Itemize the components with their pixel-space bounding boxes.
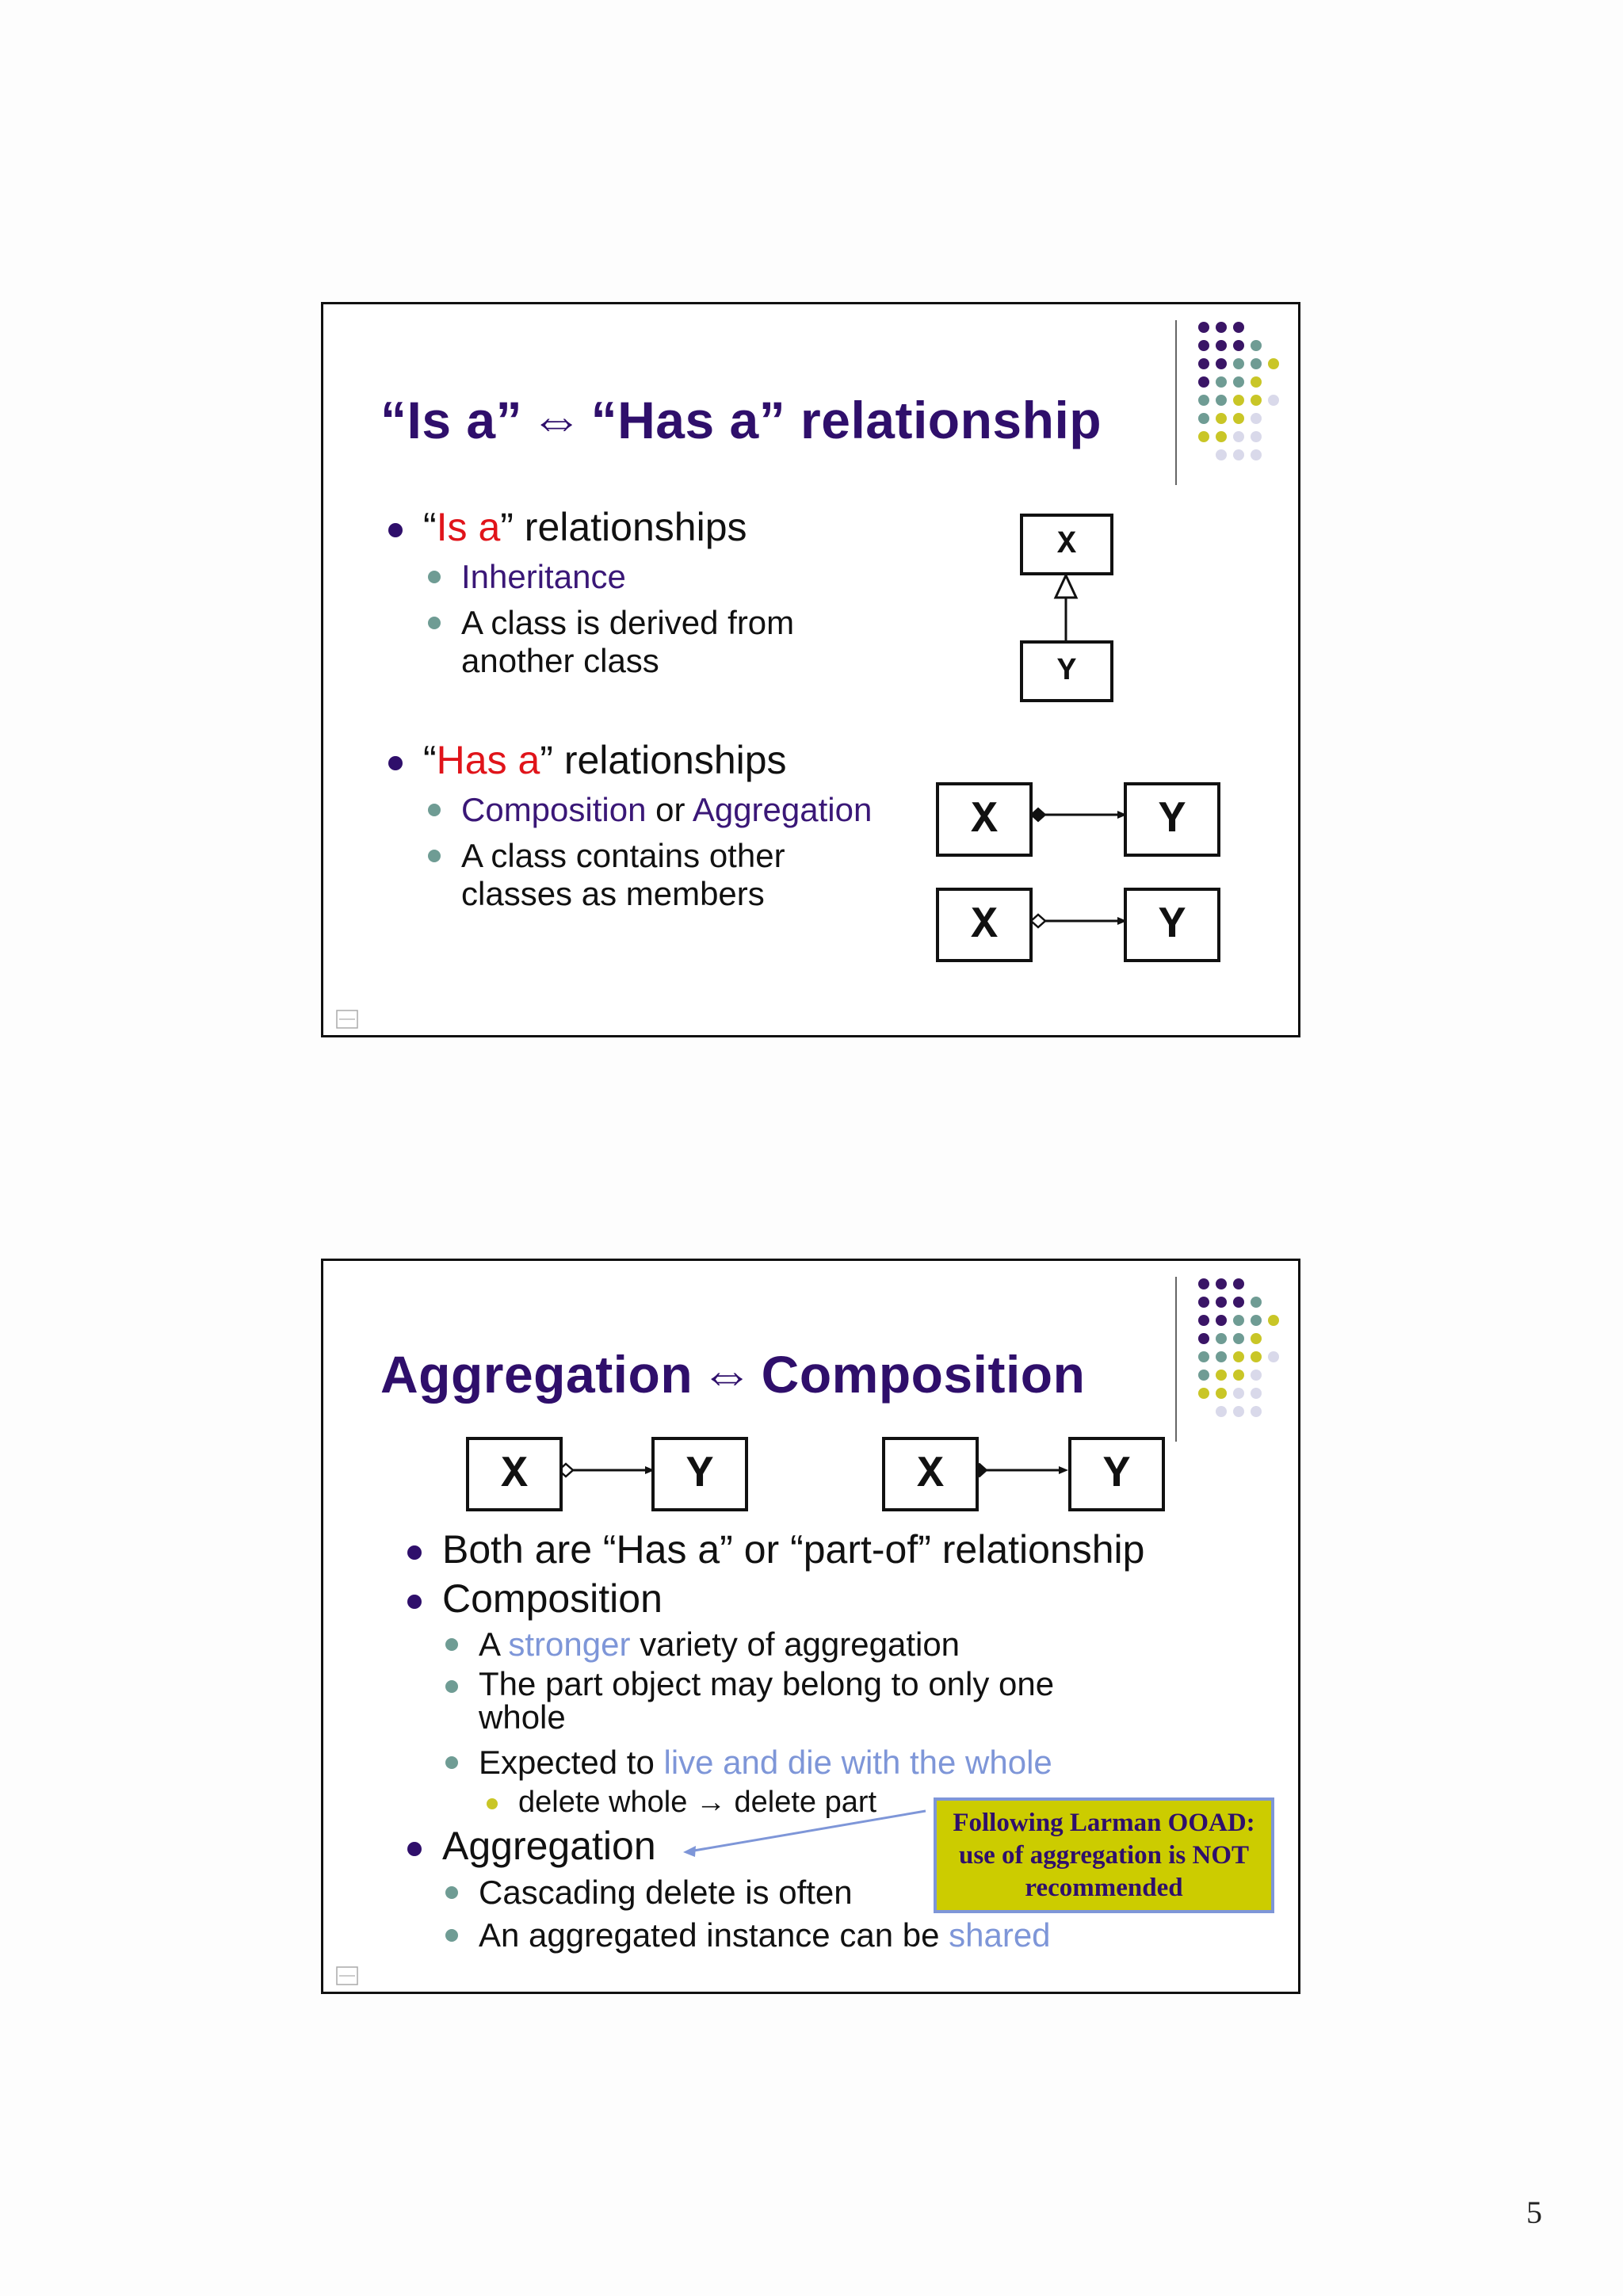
aggregation-whole-box: X: [466, 1437, 563, 1511]
title-right: Composition: [761, 1345, 1086, 1404]
title-left: Aggregation: [380, 1345, 693, 1404]
composition-whole-box: X: [936, 782, 1033, 857]
aggregation-part-box: Y: [1124, 888, 1220, 962]
composition-diamond: [1031, 808, 1045, 821]
bullet-has-a: “Has a” relationships: [423, 738, 787, 782]
title-left: “Is a”: [380, 391, 523, 449]
sub-bullet-contains: A class contains other classes as members: [461, 837, 785, 912]
note-pointer-arrowhead: [683, 1846, 696, 1857]
bullet-composition: Composition: [442, 1576, 663, 1621]
slide-aggregation-composition: [321, 1259, 1300, 1994]
slide-thumbnail-icon: [336, 1010, 358, 1029]
sub-sub-bullet-delete: delete whole → delete part: [518, 1786, 877, 1819]
inherit-child-box: Y: [1020, 640, 1113, 702]
composition-part-box: Y: [1124, 782, 1220, 857]
inheritance-arrowhead: [1056, 575, 1076, 598]
sub-bullet-one-whole: The part object may belong to only one whole: [479, 1665, 1055, 1736]
sub-bullet-shared: An aggregated instance can be shared: [479, 1916, 1051, 1954]
sub-bullet-cascading: Cascading delete is often: [479, 1874, 853, 1911]
slide-is-a-has-a: [321, 302, 1300, 1037]
sub-bullet-stronger: A stronger variety of aggregation: [479, 1626, 960, 1663]
larman-note: Following Larman OOAD: use of aggregation is NOT recommended: [934, 1797, 1274, 1913]
aggregation-diamond: [1031, 915, 1045, 927]
right-arrow-icon: →: [695, 1786, 726, 1819]
sub-bullet-inheritance: Inheritance: [461, 558, 626, 595]
sub-bullet-composition-aggregation: Composition or Aggregation: [461, 791, 873, 828]
slide-thumbnail-icon: [336, 1966, 358, 1985]
double-arrow-icon: ⇔: [530, 391, 583, 449]
inherit-parent-box: X: [1020, 514, 1113, 575]
title-right: “Has a” relationship: [590, 391, 1102, 449]
page-number: 5: [1526, 2195, 1542, 2230]
has-a-keyword: Has a: [436, 738, 540, 782]
sub-bullet-live-and-die: Expected to live and die with the whole: [479, 1744, 1052, 1781]
bullet-is-a: “Is a” relationships: [423, 505, 747, 549]
is-a-keyword: Is a: [436, 505, 501, 549]
aggregation-part-box: Y: [651, 1437, 748, 1511]
sub-bullet-derived: A class is derived from another class: [461, 604, 795, 679]
composition-arrowhead: [1059, 1466, 1068, 1474]
bullet-aggregation: Aggregation: [442, 1824, 656, 1868]
composition-part-box: Y: [1068, 1437, 1165, 1511]
aggregation-whole-box: X: [936, 888, 1033, 962]
double-arrow-icon: ⇔: [701, 1345, 754, 1404]
bullet-both-has-a: Both are “Has a” or “part-of” relationship: [442, 1527, 1145, 1572]
composition-whole-box: X: [882, 1437, 979, 1511]
